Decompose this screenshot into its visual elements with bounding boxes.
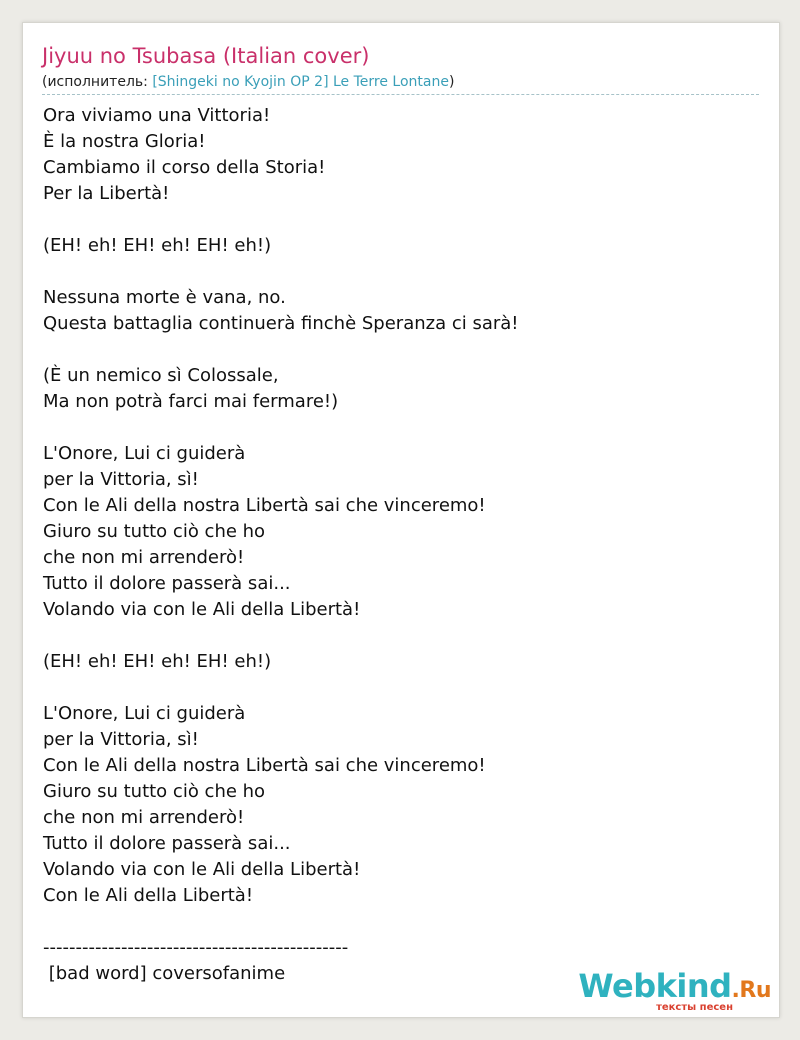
artist-suffix: ) xyxy=(448,74,455,90)
artist-prefix: (исполнитель: xyxy=(42,74,153,90)
lyric-line: Per la Libertà! xyxy=(43,183,170,204)
song-title: Jiyuu no Tsubasa (Italian cover) xyxy=(42,44,370,68)
blank-line xyxy=(43,623,763,649)
lyric-line: Volando via con le Ali della Libertà! xyxy=(43,599,361,620)
blank-line xyxy=(43,207,763,233)
lyric-line: Tutto il dolore passerà sai... xyxy=(43,573,291,594)
logo-main-text: Webkind xyxy=(578,967,732,1005)
artist-line xyxy=(42,74,759,95)
artist-link-performer[interactable]: Le Terre Lontane xyxy=(332,74,449,90)
lyric-line: che non mi arrenderò! xyxy=(43,807,245,828)
lyric-line: che non mi arrenderò! xyxy=(43,547,245,568)
lyrics-card xyxy=(22,22,780,1018)
lyric-line: Tutto il dolore passerà sai... xyxy=(43,833,291,854)
lyric-line: Nessuna morte è vana, no. xyxy=(43,287,286,308)
blank-line xyxy=(43,259,763,285)
logo-tld-text: .Ru xyxy=(731,978,771,1003)
lyric-line: Ora viviamo una Vittoria! xyxy=(43,105,271,126)
lyric-line: (È un nemico sì Colossale, xyxy=(43,365,279,386)
lyric-line: (EH! eh! EH! eh! EH! eh!) xyxy=(43,235,272,256)
lyric-line: (EH! eh! EH! eh! EH! eh!) xyxy=(43,651,272,672)
lyric-line: Cambiamo il corso della Storia! xyxy=(43,157,326,178)
lyric-line: Ma non potrà farci mai fermare!) xyxy=(43,391,339,412)
lyric-line: per la Vittoria, sì! xyxy=(43,729,199,750)
lyric-line: Con le Ali della Libertà! xyxy=(43,885,254,906)
blank-line xyxy=(43,675,763,701)
artist-link-series[interactable]: [Shingeki no Kyojin OP 2] xyxy=(152,74,329,90)
lyric-line: [bad word] coversofanime xyxy=(43,963,286,984)
blank-line xyxy=(43,909,763,935)
blank-line xyxy=(43,415,763,441)
lyric-line: Volando via con le Ali della Libertà! xyxy=(43,859,361,880)
lyric-line: Questa battaglia continuerà finchè Speranza ci sarà! xyxy=(43,313,519,334)
lyric-line: Con le Ali della nostra Libertà sai che vinceremo! xyxy=(43,495,486,516)
lyric-line: Giuro su tutto ciò che ho xyxy=(43,521,266,542)
webkind-logo[interactable] xyxy=(578,969,771,1013)
lyric-line: L'Onore, Lui ci guiderà xyxy=(43,443,246,464)
lyric-line: per la Vittoria, sì! xyxy=(43,469,199,490)
blank-line xyxy=(43,337,763,363)
logo-subtitle: тексты песен xyxy=(656,1002,733,1013)
lyric-line: È la nostra Gloria! xyxy=(43,131,206,152)
lyric-line: L'Onore, Lui ci guiderà xyxy=(43,703,246,724)
lyric-line: Con le Ali della nostra Libertà sai che vinceremo! xyxy=(43,755,486,776)
lyric-line: ----------------------------------------------- xyxy=(43,937,349,958)
lyrics-text xyxy=(43,103,763,987)
lyric-line: Giuro su tutto ciò che ho xyxy=(43,781,266,802)
